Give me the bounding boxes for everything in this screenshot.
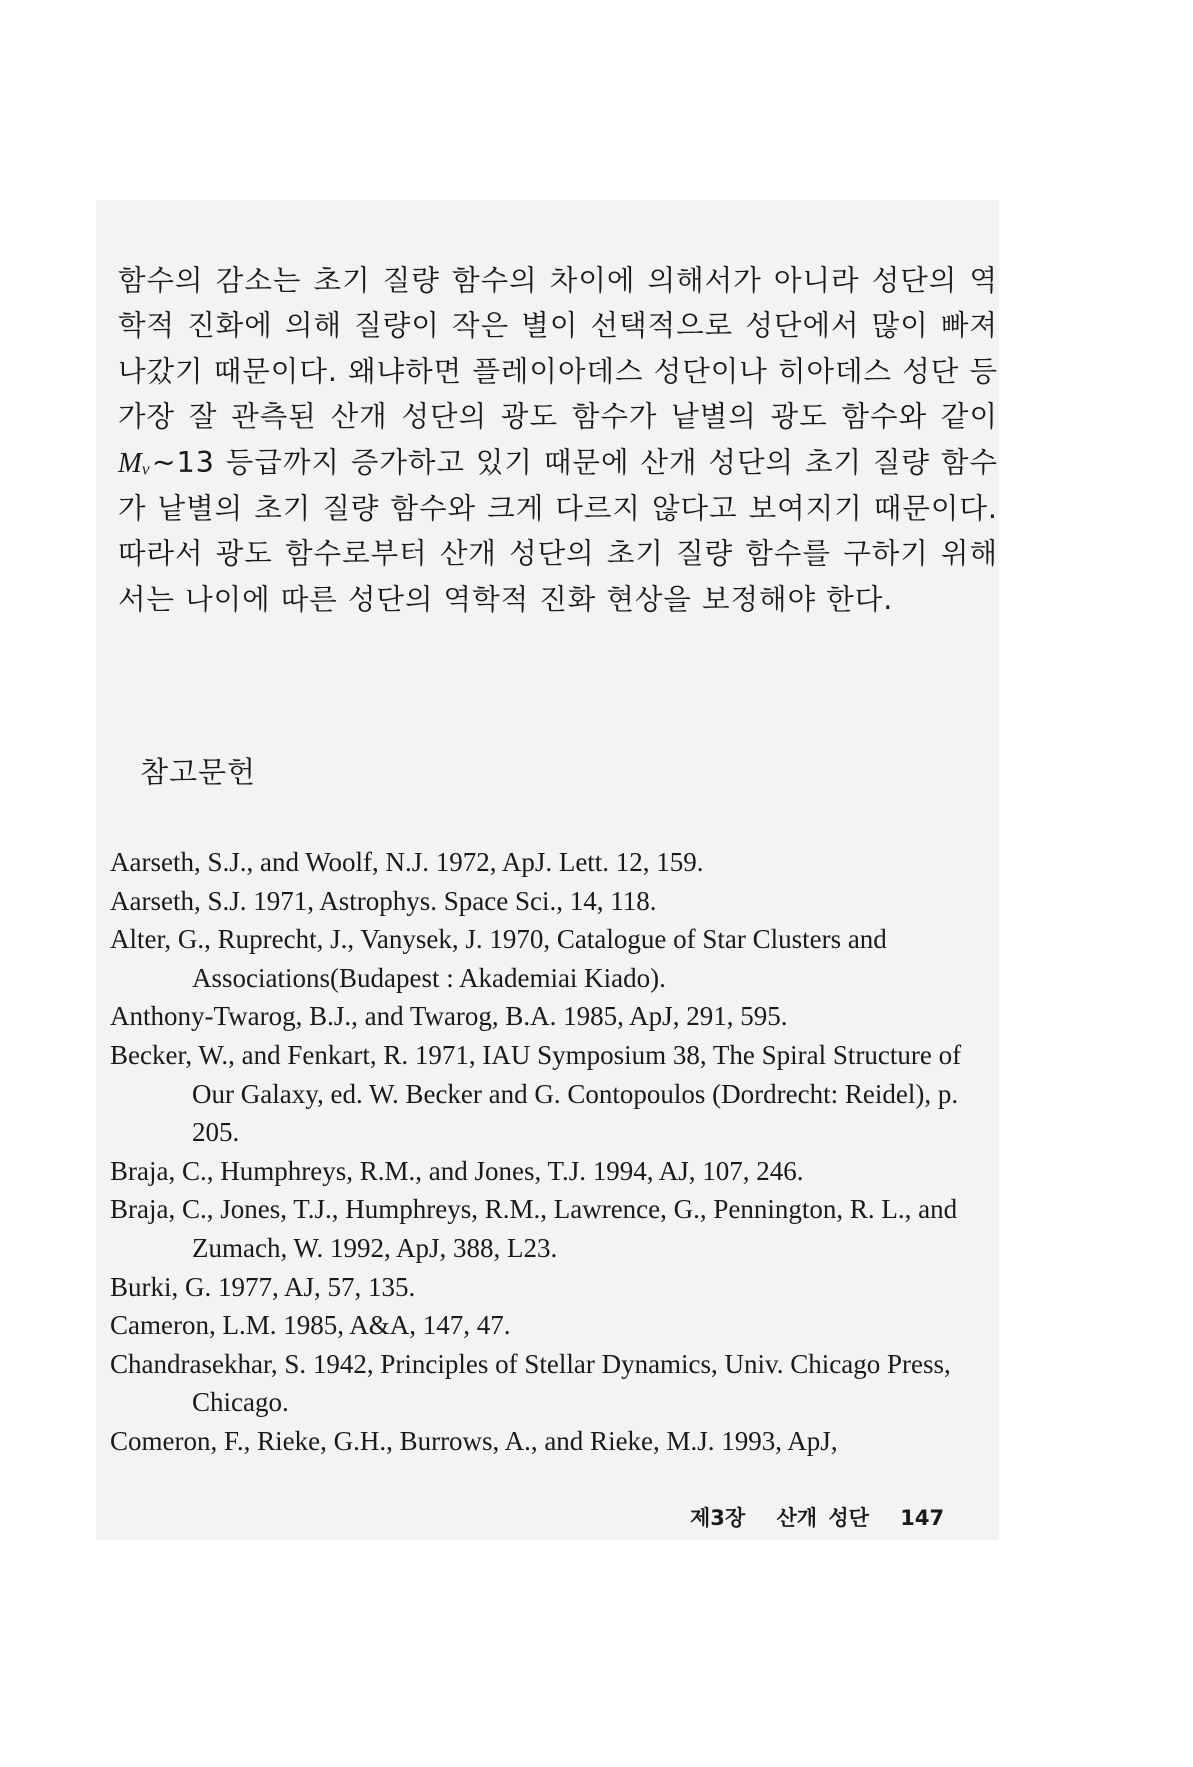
references-heading: 참고문헌 [140,755,257,789]
paragraph-text-after-symbol: ~13 등급까지 증가하고 있기 때문에 산개 성단의 초기 질량 함수가 낱별의 초기 질량 함수와 크게 다르지 않다고 보여지기 때문이다. 따라서 광도 함수로부터 산개 성단의 초기 질량 함수를 구하기 위해서는 나이에 따른 성단의 역학적 진화 현상을 보정해야 한다. [118,445,998,616]
reference-item: Braja, C., Jones, T.J., Humphreys, R.M., Lawrence, G., Pennington, R. L., and Zumach, W. 1992, ApJ, 388, L23. [110,1194,958,1263]
footer-chapter-title: 산개 성단 [776,1506,869,1530]
reference-item: Aarseth, S.J., and Woolf, N.J. 1972, ApJ. Lett. 12, 159. [110,847,704,877]
body-paragraph [118,258,998,622]
footer-chapter: 제3장 [690,1506,746,1530]
absolute-magnitude-symbol: Mᵥ [118,447,152,479]
page-number: 147 [900,1506,945,1530]
reference-item: Becker, W., and Fenkart, R. 1971, IAU Symposium 38, The Spiral Structure of Our Galaxy, ed. W. Becker and G. Contopoulos (Dordrecht: Reidel), p. 205. [110,1039,962,1148]
reference-item: Cameron, L.M. 1985, A&A, 147, 47. [110,1310,511,1341]
reference-item: Aarseth, S.J. 1971, Astrophys. Space Sci., 14, 118. [110,885,657,916]
reference-item: Burki, G. 1977, AJ, 57, 135. [110,1271,416,1302]
reference-item: Alter, G., Ruprecht, J., Vanysek, J. 1970, Catalogue of Star Clusters and Associations(Budapest : Akademiai Kiado). [110,924,887,993]
reference-item: Anthony-Twarog, B.J., and Twarog, B.A. 1985, ApJ, 291, 595. [110,1001,788,1032]
reference-item: Chandrasekhar, S. 1942, Principles of Stellar Dynamics, Univ. Chicago Press, Chicago. [110,1348,951,1418]
reference-item: Braja, C., Humphreys, R.M., and Jones, T.J. 1994, AJ, 107, 246. [110,1155,804,1186]
reference-list [110,843,1000,1461]
paragraph-text-before-symbol: 함수의 감소는 초기 질량 함수의 차이에 의해서가 아니라 성단의 역학적 진화에 의해 질량이 작은 별이 선택적으로 성단에서 많이 빠져나갔기 때문이다. 왜냐하면 플레이아데스 성단이나 히아데스 성단 등 가장 잘 관측된 산개 성단의 광도 함수가 낱별의 광도 함수와 같이 [118,264,998,434]
reference-item: Comeron, F., Rieke, G.H., Burrows, A., and Rieke, M.J. 1993, ApJ, [110,1425,838,1456]
page-footer [690,1502,964,1532]
